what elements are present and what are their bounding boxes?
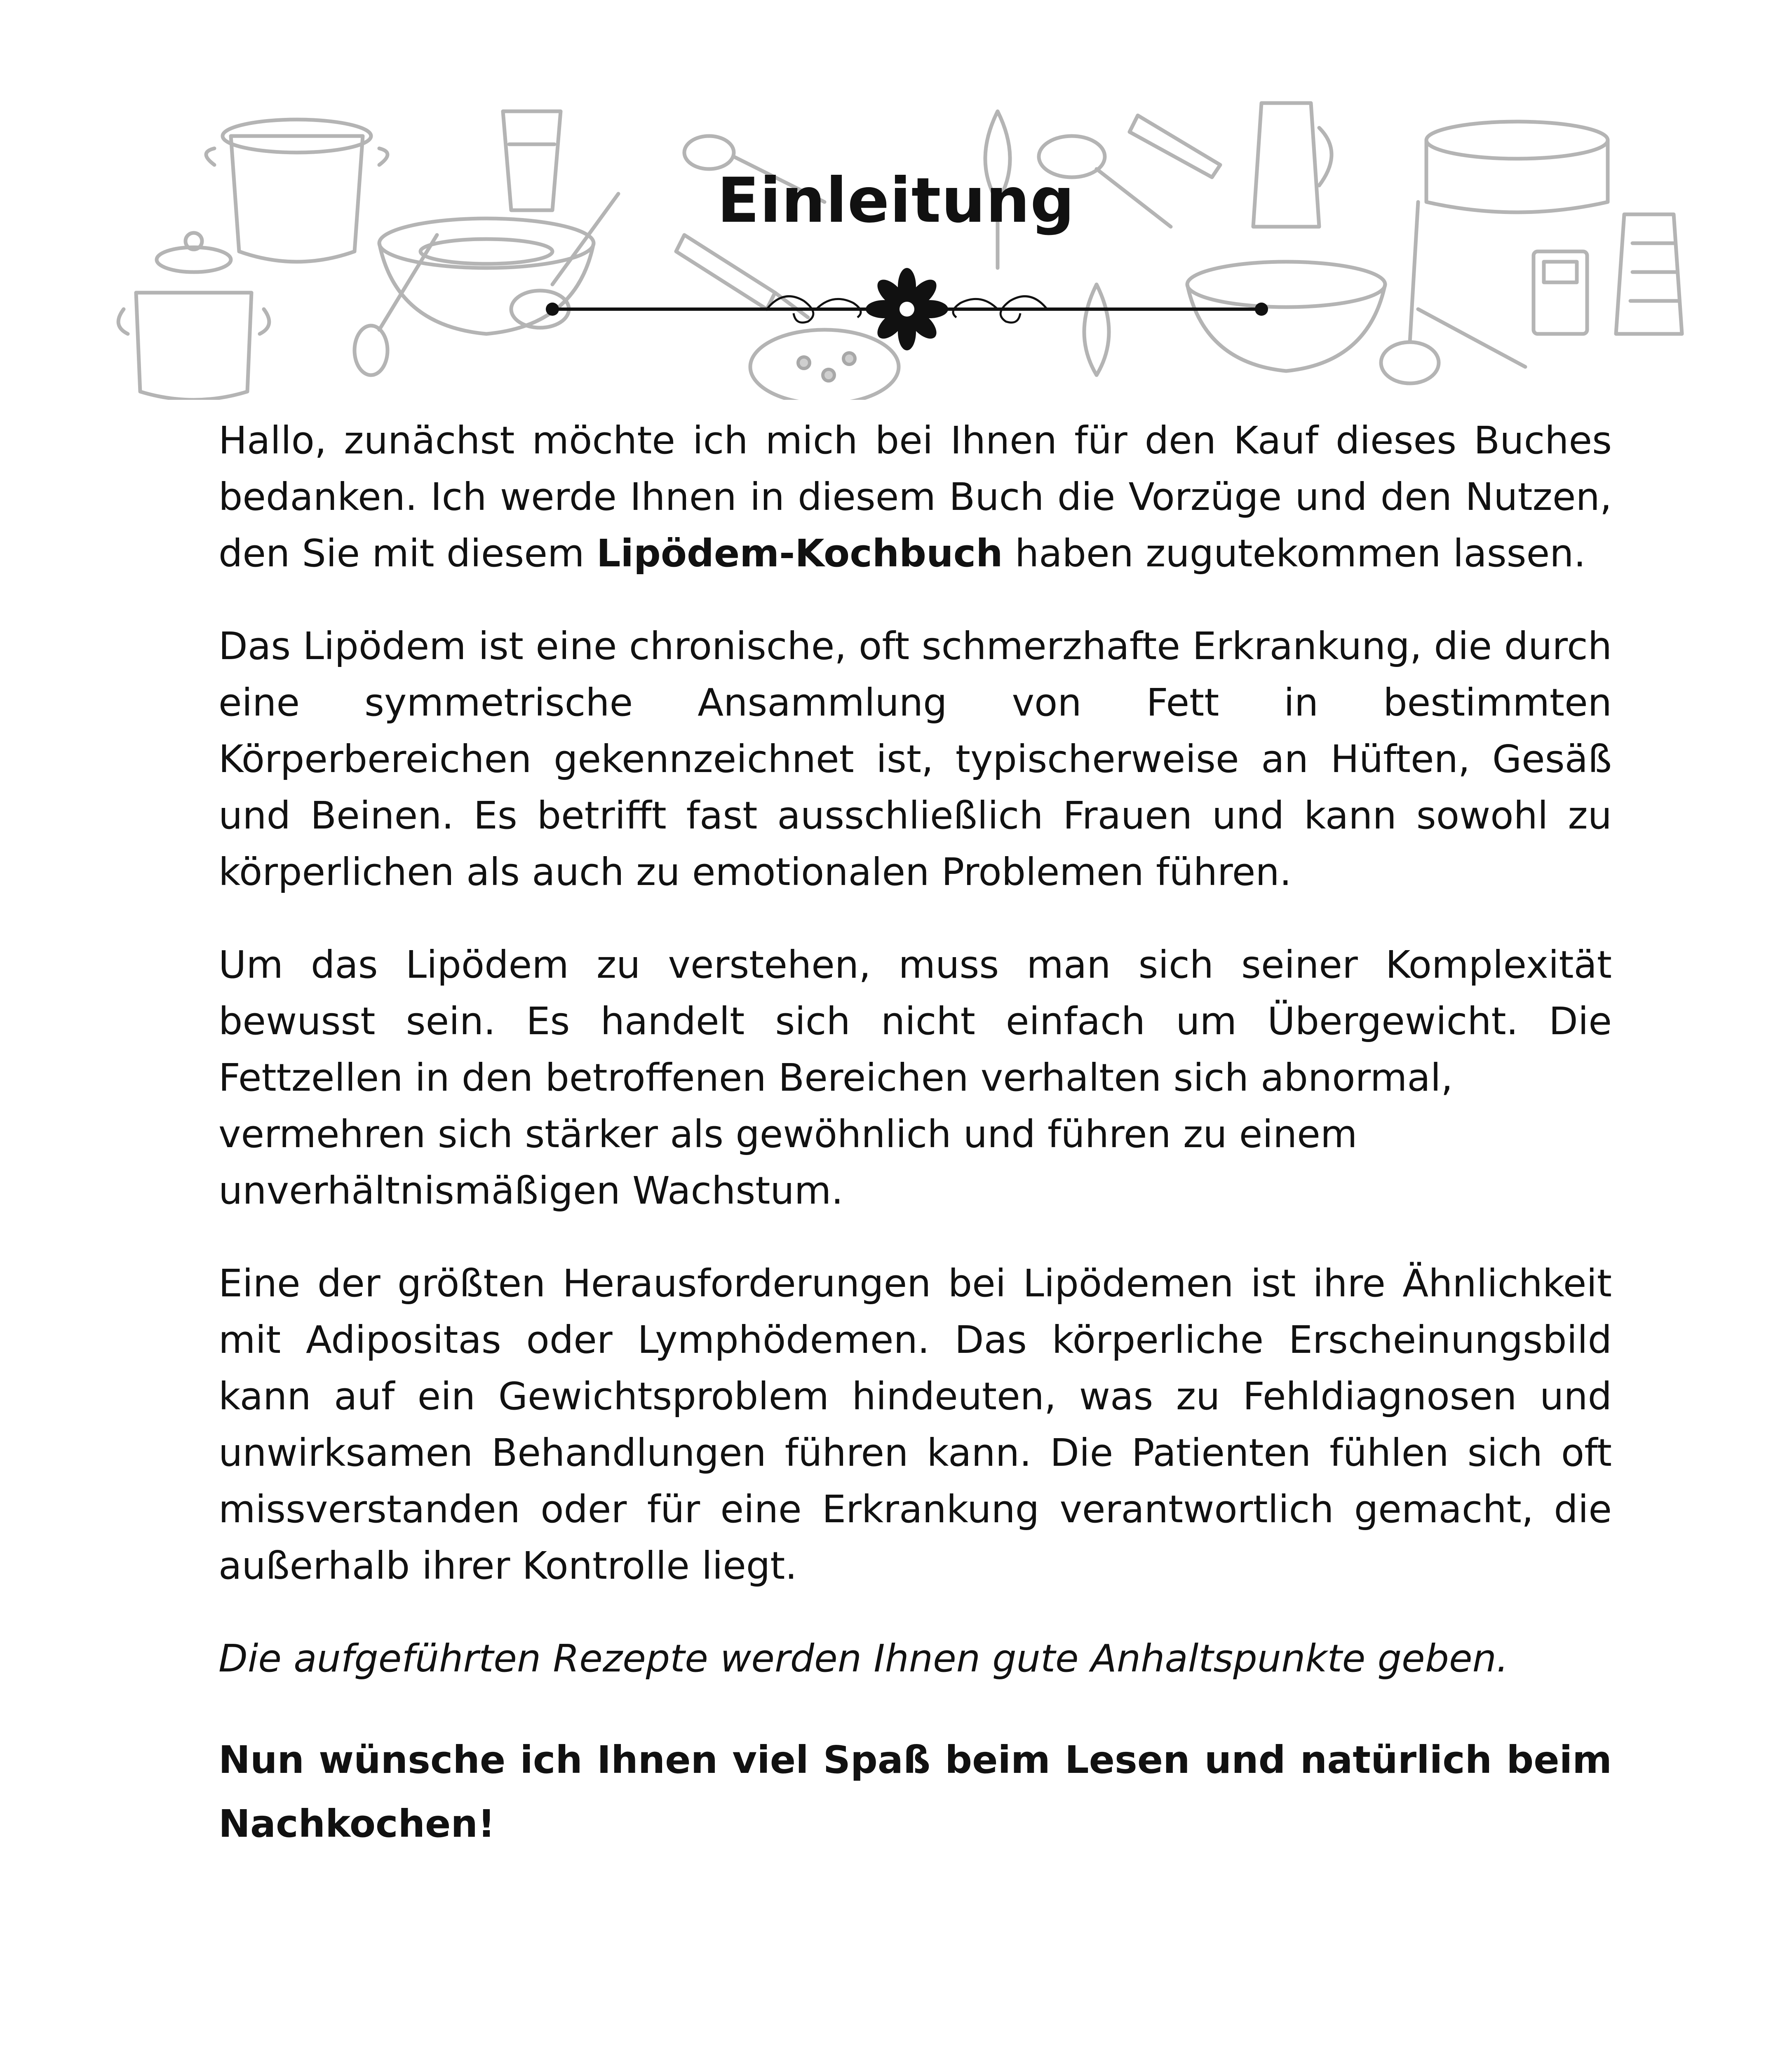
rolling-pin-icon (1418, 309, 1525, 367)
pot-icon (118, 233, 269, 400)
book-title-emphasis: Lipödem-Kochbuch (596, 531, 1003, 575)
paragraph-thanks: Hallo, zunächst möchte ich mich bei Ihnen für den Kauf dieses Buches bedanken. Ich werde Ihnen in diesem Buch die Vorzüge und den Nutzen, den Sie mit diesem Lipödem-Kochbuch haben zugutekommen lassen. (218, 418, 1612, 575)
ornamental-divider (536, 264, 1278, 363)
paragraph-diagnosis: Eine der größten Herausforderungen bei Lipödemen ist ihre Ähnlichkeit mit Adipositas oder Lymphödemen. Das körperliche Erscheinungsbild kann auf ein Gewichtsproblem hindeuten, was zu Fehldiagnosen und unwirksamen Behandlungen führen kann. Die Patienten fühlen sich oft missverstanden oder für eine Erkrankung verantwortlich gemacht, die außerhalb ihrer Kontrolle liegt. (218, 1261, 1612, 1588)
flower-icon (866, 268, 948, 350)
paragraph-complexity-end: vermehren sich stärker als gewöhnlich und führen zu einem unverhältnismäßigen Wachstum. (218, 1112, 1358, 1213)
paragraph-recipes-note: Die aufgeführten Rezepte werden Ihnen gute Anhaltspunkte geben. (218, 1636, 1509, 1681)
scale-icon (1534, 251, 1587, 334)
paragraph-closing: Nun wünsche ich Ihnen viel Spaß beim Lesen und natürlich beim Nachkochen! (218, 1738, 1612, 1846)
page-title: Einleitung (717, 165, 1075, 237)
paragraph-complexity: Um das Lipödem zu verstehen, muss man sich seiner Komplexität bewusst sein. Es handelt sich nicht einfach um Übergewicht. Die Fettzellen in den betroffenen Bereichen verhalten sich abnormal, (218, 943, 1612, 1100)
intro-text (218, 412, 1612, 1892)
paragraph-definition: Das Lipödem ist eine chronische, oft schmerzhafte Erkrankung, die durch eine symmetrische Ansammlung von Fett in bestimmten Körperbereichen gekennzeichnet ist, typischerweise an Hüften, Gesäß und Beinen. Es betrifft fast ausschließlich Frauen und kann sowohl zu körperlichen als auch zu emotionalen Problemen führen. (218, 624, 1612, 894)
